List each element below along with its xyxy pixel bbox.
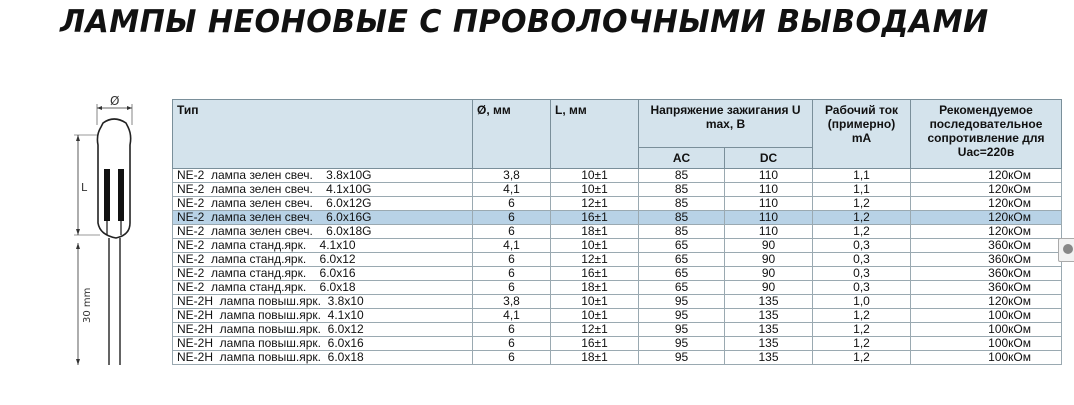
cell-ac: 65 (639, 281, 725, 295)
table-row (173, 197, 1062, 211)
spec-table (172, 99, 1062, 365)
cell-name: NE-2 лампа станд.ярк. 4.1x10 (173, 239, 473, 253)
cell-i: 0,3 (813, 281, 911, 295)
cell-l: 12±1 (551, 197, 639, 211)
table-row (173, 253, 1062, 267)
cell-name: NE-2 лампа зелен свеч. 4.1x10G (173, 183, 473, 197)
cell-l: 16±1 (551, 337, 639, 351)
cell-d: 6 (473, 351, 551, 365)
cell-name: NE-2 лампа зелен свеч. 6.0x16G (173, 211, 473, 225)
header-ac: AC (639, 148, 725, 169)
cell-dc: 135 (725, 337, 813, 351)
cell-ac: 85 (639, 211, 725, 225)
neon-lamp-diagram (70, 95, 170, 395)
cell-name: NE-2H лампа повыш.ярк. 3.8x10 (173, 295, 473, 309)
cell-name: NE-2 лампа зелен свеч. 3.8x10G (173, 169, 473, 183)
cell-i: 1,2 (813, 351, 911, 365)
cell-name: NE-2H лампа повыш.ярк. 4.1x10 (173, 309, 473, 323)
cell-name: NE-2 лампа зелен свеч. 6.0x18G (173, 225, 473, 239)
cell-ac: 95 (639, 337, 725, 351)
cell-r: 360кОм (911, 267, 1062, 281)
cell-dc: 110 (725, 197, 813, 211)
cell-d: 4,1 (473, 309, 551, 323)
table-row (173, 239, 1062, 253)
cell-name: NE-2 лампа станд.ярк. 6.0x16 (173, 267, 473, 281)
cell-ac: 65 (639, 239, 725, 253)
cell-l: 12±1 (551, 323, 639, 337)
cell-ac: 95 (639, 323, 725, 337)
table-row (173, 337, 1062, 351)
cell-i: 1,2 (813, 211, 911, 225)
cell-dc: 110 (725, 183, 813, 197)
cell-name: NE-2H лампа повыш.ярк. 6.0x12 (173, 323, 473, 337)
cell-d: 6 (473, 281, 551, 295)
cell-d: 4,1 (473, 183, 551, 197)
cell-ac: 95 (639, 309, 725, 323)
cell-dc: 135 (725, 323, 813, 337)
cell-r: 360кОм (911, 239, 1062, 253)
side-scroll-button[interactable] (1058, 238, 1074, 262)
cell-i: 1,2 (813, 309, 911, 323)
cell-i: 1,2 (813, 197, 911, 211)
cell-d: 6 (473, 323, 551, 337)
table-row (173, 351, 1062, 365)
cell-ac: 95 (639, 295, 725, 309)
cell-name: NE-2H лампа повыш.ярк. 6.0x18 (173, 351, 473, 365)
cell-i: 0,3 (813, 253, 911, 267)
cell-l: 18±1 (551, 281, 639, 295)
header-type: Тип (173, 100, 473, 169)
table-row (173, 183, 1062, 197)
cell-l: 10±1 (551, 309, 639, 323)
lead-length-label: 30 mm (82, 287, 93, 323)
cell-dc: 90 (725, 239, 813, 253)
cell-r: 100кОм (911, 351, 1062, 365)
cell-ac: 85 (639, 225, 725, 239)
cell-dc: 90 (725, 267, 813, 281)
cell-ac: 65 (639, 253, 725, 267)
table-row (173, 211, 1062, 225)
cell-i: 1,0 (813, 295, 911, 309)
cell-dc: 110 (725, 225, 813, 239)
cell-i: 1,1 (813, 169, 911, 183)
table-row (173, 281, 1062, 295)
header-resistor: Рекомендуемое последовательное сопротивление для Uac=220в (911, 100, 1062, 169)
cell-d: 3,8 (473, 169, 551, 183)
cell-l: 16±1 (551, 211, 639, 225)
cell-i: 1,2 (813, 323, 911, 337)
table-row (173, 267, 1062, 281)
cell-name: NE-2 лампа станд.ярк. 6.0x18 (173, 281, 473, 295)
page-title: ЛАМПЫ НЕОНОВЫЕ С ПРОВОЛОЧНЫМИ ВЫВОДАМИ (60, 4, 989, 40)
header-diameter: Ø, мм (473, 100, 551, 169)
cell-r: 100кОм (911, 323, 1062, 337)
cell-r: 360кОм (911, 253, 1062, 267)
cell-name: NE-2 лампа станд.ярк. 6.0x12 (173, 253, 473, 267)
cell-ac: 95 (639, 351, 725, 365)
table-row (173, 309, 1062, 323)
table-row (173, 169, 1062, 183)
table-row (173, 295, 1062, 309)
cell-l: 18±1 (551, 351, 639, 365)
circle-icon (1063, 244, 1073, 254)
cell-name: NE-2 лампа зелен свеч. 6.0x12G (173, 197, 473, 211)
cell-dc: 90 (725, 281, 813, 295)
cell-l: 12±1 (551, 253, 639, 267)
cell-dc: 110 (725, 169, 813, 183)
cell-r: 360кОм (911, 281, 1062, 295)
cell-l: 10±1 (551, 169, 639, 183)
cell-l: 16±1 (551, 267, 639, 281)
header-length: L, мм (551, 100, 639, 169)
cell-i: 0,3 (813, 267, 911, 281)
cell-d: 6 (473, 225, 551, 239)
cell-d: 3,8 (473, 295, 551, 309)
cell-d: 6 (473, 337, 551, 351)
cell-l: 10±1 (551, 239, 639, 253)
table-row (173, 225, 1062, 239)
cell-ac: 65 (639, 267, 725, 281)
cell-i: 0,3 (813, 239, 911, 253)
cell-dc: 110 (725, 211, 813, 225)
cell-r: 100кОм (911, 337, 1062, 351)
cell-d: 4,1 (473, 239, 551, 253)
cell-l: 10±1 (551, 295, 639, 309)
cell-ac: 85 (639, 197, 725, 211)
cell-r: 120кОм (911, 211, 1062, 225)
cell-dc: 135 (725, 295, 813, 309)
cell-i: 1,2 (813, 337, 911, 351)
length-label: L (81, 181, 88, 194)
spec-table-body (173, 169, 1062, 365)
cell-d: 6 (473, 211, 551, 225)
header-current: Рабочий ток (примерно) mA (813, 100, 911, 169)
cell-dc: 135 (725, 309, 813, 323)
cell-r: 100кОм (911, 309, 1062, 323)
cell-d: 6 (473, 253, 551, 267)
cell-i: 1,1 (813, 183, 911, 197)
header-voltage: Напряжение зажигания U max, В (639, 100, 813, 148)
cell-r: 120кОм (911, 295, 1062, 309)
cell-name: NE-2H лампа повыш.ярк. 6.0x16 (173, 337, 473, 351)
cell-r: 120кОм (911, 183, 1062, 197)
table-row (173, 323, 1062, 337)
cell-r: 120кОм (911, 197, 1062, 211)
cell-d: 6 (473, 267, 551, 281)
cell-i: 1,2 (813, 225, 911, 239)
cell-r: 120кОм (911, 225, 1062, 239)
cell-l: 10±1 (551, 183, 639, 197)
cell-dc: 135 (725, 351, 813, 365)
cell-l: 18±1 (551, 225, 639, 239)
cell-ac: 85 (639, 169, 725, 183)
cell-dc: 90 (725, 253, 813, 267)
cell-ac: 85 (639, 183, 725, 197)
cell-d: 6 (473, 197, 551, 211)
diameter-symbol: Ø (110, 95, 120, 108)
cell-r: 120кОм (911, 169, 1062, 183)
header-dc: DC (725, 148, 813, 169)
